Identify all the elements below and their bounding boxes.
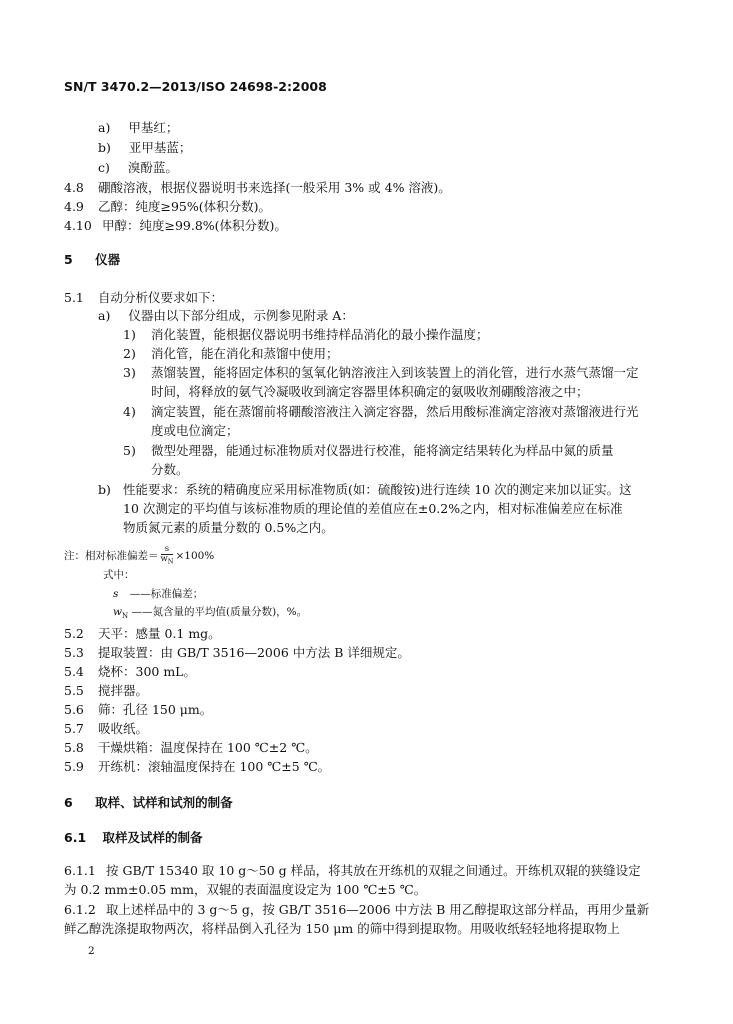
definition-text: ——标准偏差； — [129, 588, 204, 600]
indicator-label: b) — [98, 140, 111, 155]
clause-number: 5.8 — [64, 740, 84, 755]
clause-5-1-b-line2: 10 次测定的平均值与该标准物质的理论值的差值应在±0.2%之内，相对标准偏差应在标准 — [123, 501, 623, 516]
clause-5-6 — [64, 702, 212, 718]
clause-text: 干燥烘箱：温度保持在 100 ℃±2 ℃。 — [98, 740, 318, 755]
clause-5-1-b-line3: 物质氮元素的质量分数的 0.5%之内。 — [123, 520, 334, 535]
note-definition-s — [113, 587, 203, 601]
fraction-denominator: $w_N$ — [160, 554, 174, 566]
note-where: 式中： — [103, 569, 135, 581]
clause-number: 5.1 — [64, 290, 84, 305]
clause-number: 4.8 — [64, 180, 84, 195]
clause-text: 搅拌器。 — [98, 683, 149, 698]
clause-text: 取上述样品中的 3 g～5 g，按 GB/T 3516—2006 中方法 B 用乙醇提取这部分样品，再用少量新 — [106, 902, 650, 917]
component-3-line1: 蒸馏装置，能将固定体积的氢氧化钠溶液注入到该装置上的消化管，进行水蒸气蒸馏一定 — [151, 365, 639, 380]
definition-text: ——氮含量的平均值(质量分数)，%。 — [131, 606, 308, 618]
clause-number: 5.5 — [64, 683, 84, 698]
clause-5-1-b-line1: 性能要求：系统的精确度应采用标准物质(如：硫酸铵)进行连续 10 次的测定来加以证实。这 — [123, 482, 632, 497]
reagent-4-8 — [64, 180, 451, 196]
note-formula — [64, 545, 214, 567]
reagent-4-10 — [64, 218, 287, 234]
clause-text: 开练机：滚轴温度保持在 100 ℃±5 ℃。 — [98, 759, 331, 774]
clause-text: 吸收纸。 — [98, 721, 149, 736]
component-1-number: 1) — [123, 327, 136, 342]
clause-number: 6.1.1 — [64, 863, 96, 878]
denominator-subscript: N — [167, 557, 174, 566]
clause-5-9 — [64, 759, 330, 775]
clause-number: 5.6 — [64, 702, 84, 717]
clause-number: 5.7 — [64, 721, 84, 736]
indicator-label: a) — [98, 120, 111, 135]
component-4-line2: 度或电位滴定； — [151, 423, 239, 438]
symbol: w — [113, 606, 122, 618]
indicator-a — [98, 120, 178, 136]
clause-text: 自动分析仪要求如下： — [98, 290, 224, 305]
component-4-line1: 滴定装置，能在蒸馏前将硼酸溶液注入滴定容器，然后用酸标准滴定溶液对蒸馏液进行光 — [151, 404, 639, 419]
indicator-text: 亚甲基蓝； — [128, 140, 192, 155]
clause-text: 硼酸溶液，根据仪器说明书来选择(一般采用 3% 或 4% 溶液)。 — [98, 180, 451, 195]
clause-number: 4.9 — [64, 199, 84, 214]
component-2-number: 2) — [123, 346, 136, 361]
section-title: 仪器 — [95, 252, 121, 267]
indicator-label: c) — [98, 160, 110, 175]
section-number: 5 — [64, 252, 73, 267]
clause-text: 天平：感量 0.1 mg。 — [98, 626, 221, 641]
fraction-numerator: s — [161, 545, 174, 555]
component-4-number: 4) — [123, 404, 136, 419]
section-6-heading — [64, 795, 233, 811]
symbol-subscript: N — [122, 612, 129, 621]
clause-6-1-2-line1 — [64, 902, 649, 918]
clause-text: 烧杯：300 mL。 — [98, 664, 196, 679]
reagent-4-9 — [64, 199, 271, 215]
clause-5-8 — [64, 740, 318, 756]
note-suffix: ×100% — [175, 549, 215, 562]
fraction — [161, 545, 174, 567]
clause-5-1 — [64, 290, 223, 306]
indicator-text: 溴酚蓝。 — [127, 160, 178, 175]
clause-5-4 — [64, 664, 196, 680]
component-5-number: 5) — [123, 443, 136, 458]
clause-text: 甲醇：纯度≥99.8%(体积分数)。 — [102, 218, 287, 233]
component-1-text: 消化装置，能根据仪器说明书维持样品消化的最小操作温度； — [151, 327, 489, 342]
clause-text: 筛：孔径 150 μm。 — [98, 702, 213, 717]
indicator-c — [98, 160, 178, 176]
note-prefix: 注：相对标准偏差＝ — [64, 549, 159, 562]
component-3-line2: 时间，将释放的氨气冷凝吸收到滴定容器里体积确定的氨吸收剂硼酸溶液之中； — [151, 384, 589, 399]
item-label: a) — [98, 308, 111, 323]
indicator-text: 甲基红； — [128, 120, 179, 135]
clause-number: 4.10 — [64, 218, 92, 233]
clause-5-1-a — [98, 308, 354, 324]
section-title: 取样、试样和试剂的制备 — [95, 795, 233, 810]
section-number: 6 — [64, 795, 73, 810]
clause-text: 乙醇：纯度≥95%(体积分数)。 — [98, 199, 272, 214]
clause-6-1-2-line2: 鲜乙醇洗涤提取物两次，将样品倒入孔径为 150 μm 的筛中得到提取物。用吸收纸轻轻地将提取物上 — [64, 921, 620, 936]
clause-number: 5.2 — [64, 626, 84, 641]
item-text: 仪器由以下部分组成，示例参见附录 A： — [128, 308, 354, 323]
clause-6-1-1-line1 — [64, 863, 641, 879]
component-5-line1: 微型处理器，能通过标准物质对仪器进行校准，能将滴定结果转化为样品中氮的质量 — [151, 443, 614, 458]
section-5-heading — [64, 252, 120, 268]
clause-5-3 — [64, 645, 410, 661]
component-2-text: 消化管，能在消化和蒸馏中使用； — [151, 346, 339, 361]
clause-5-2 — [64, 626, 221, 642]
clause-number: 5.9 — [64, 759, 84, 774]
clause-6-1-1-line2: 为 0.2 mm±0.05 mm，双辊的表面温度设定为 100 ℃±5 ℃。 — [64, 882, 427, 897]
note-definition-wn — [113, 605, 307, 623]
symbol: s — [113, 588, 119, 600]
clause-5-7 — [64, 721, 148, 737]
clause-number: 5.3 — [64, 645, 84, 660]
clause-number: 6.1.2 — [64, 902, 96, 917]
subsection-number: 6.1 — [64, 830, 87, 845]
clause-number: 5.4 — [64, 664, 84, 679]
page-number: 2 — [88, 945, 95, 957]
component-5-line2: 分数。 — [151, 462, 189, 477]
component-3-number: 3) — [123, 365, 136, 380]
clause-5-1-b-label: b) — [98, 482, 111, 497]
standard-code-header: SN/T 3470.2—2013/ISO 24698-2:2008 — [64, 79, 327, 94]
clause-5-5 — [64, 683, 148, 699]
clause-text: 提取装置：由 GB/T 3516—2006 中方法 B 详细规定。 — [98, 645, 410, 660]
indicator-b — [98, 140, 191, 156]
subsection-6-1-heading — [64, 830, 203, 846]
subsection-title: 取样及试样的制备 — [102, 830, 203, 845]
clause-text: 按 GB/T 15340 取 10 g～50 g 样品，将其放在开练机的双辊之间通过。开练机双辊的狭缝设定 — [106, 863, 641, 878]
